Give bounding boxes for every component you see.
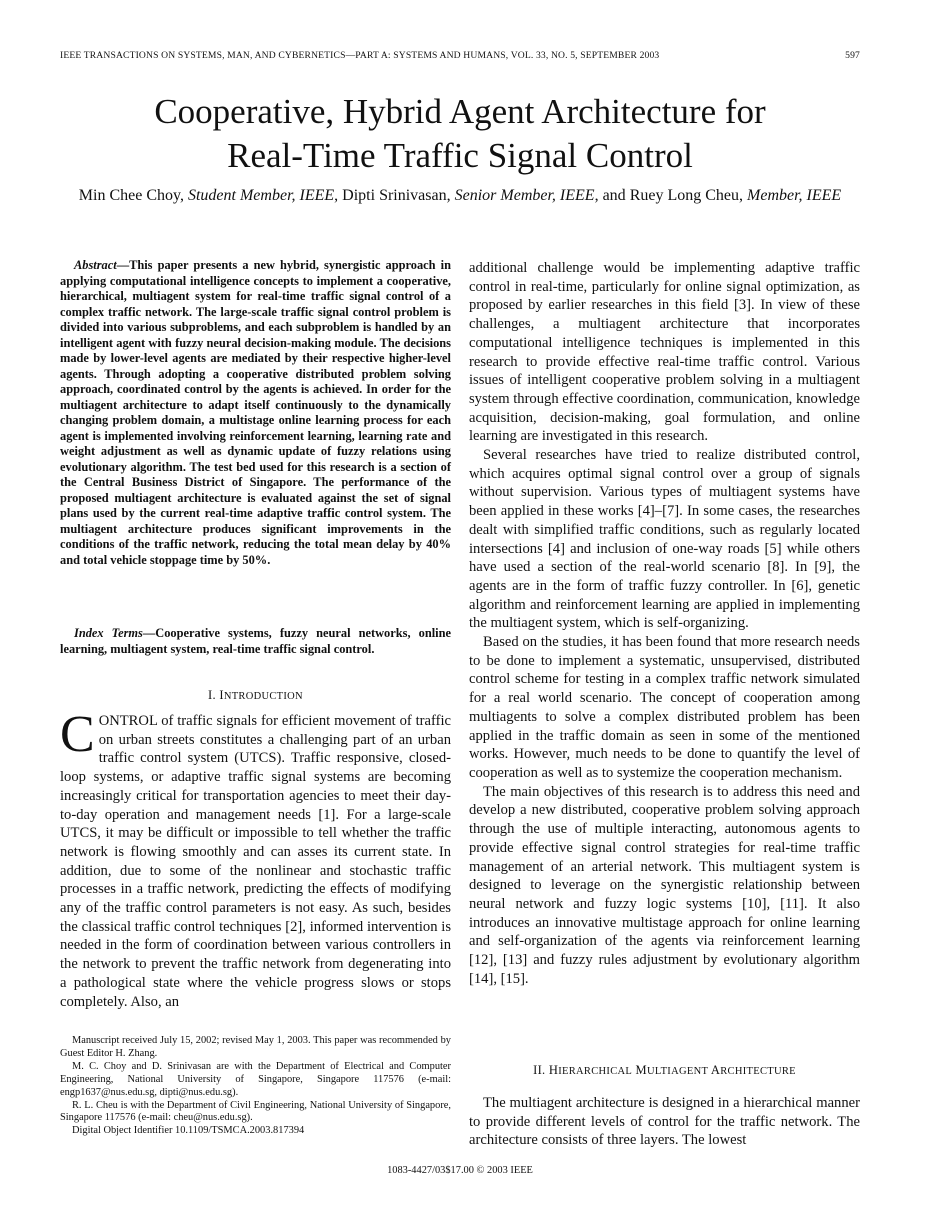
section-1-name: NTRODUCTION [223, 691, 303, 702]
author-2-role: Senior Member, IEEE [454, 187, 595, 204]
running-header [60, 50, 860, 66]
copyright-line: 1083-4427/03$17.00 © 2003 IEEE [387, 1165, 533, 1176]
architecture-body [469, 1094, 860, 1150]
index-terms [60, 626, 451, 657]
section-2-name-c: ULTIAGENT [646, 1066, 709, 1077]
architecture-paragraph-1: The multiagent architecture is designed in a hierarchical manner to provide different levels of control for the traffic network. The architecture consists of three layers. The lowest [469, 1095, 860, 1149]
author-and: and [602, 187, 626, 204]
abstract [60, 258, 451, 568]
title-line-2: Real-Time Traffic Signal Control [227, 136, 693, 175]
intro-paragraph-3: Based on the studies, it has been found that more research needs to be done to implement a systematic, unsupervised, distributed control scheme for testing in a complex traffic network simulated for a real world scenario. The concept of cooperation among multiagents to solve a complex distributed problem has been applied in the traffic domain as seen in some of the mentioned works. However, much needs to be done to quantify the level of cooperation as well as to systemize the cooperation mechanism. [469, 634, 860, 781]
author-1-role: Student Member, IEEE [187, 187, 335, 204]
paper-title [40, 90, 880, 178]
author-list: Min Chee Choy, Student Member, IEEE, Dipti Srinivasan, Senior Member, IEEE, and Ruey Long Cheu, Member, IEEE [78, 187, 842, 204]
intro-paragraph-4: The main objectives of this research is to address this need and develop a new distributed, cooperative problem solving approach through the use of multiple interacting, autonomous agents to provide effective signal control strategies for real-time traffic management of an arterial network. This multiagent system is designed to leverage on the synergistic relationship between neural network and fuzzy logic systems [10], [11]. It also introduces an innovative multistage approach for online learning and self-organization of the agents via reinforcement learning [12], [13] and fuzzy rules adjustment by evolutionary algorithm [14], [15]. [469, 783, 860, 987]
title-line-1: Cooperative, Hybrid Agent Architecture for [154, 92, 766, 131]
footnote-manuscript: Manuscript received July 15, 2002; revised May 1, 2003. This paper was recommended by Guest Editor H. Zhang. [60, 1035, 451, 1059]
intro-paragraph-1: ONTROL of traffic signals for efficient movement of traffic on urban streets constitutes a challenging part of an urban traffic control system (UTCS). Traffic responsive, closed-loop systems, or adaptive traffic signal systems are becoming increasingly critical for transportation agencies to meet their day-to-day operation and management needs [1]. For a large-scale UTCS, it may be difficult or impossible to tell whether the traffic network is flowing smoothly and can asses its current state. In addition, due to some of the nonlinear and stochastic traffic processes in a traffic network, predicting the effects of modifying any of the traffic control parameters is not easy. As such, besides the classical traffic control techniques [2], informed intervention is needed in the form of coordination between various controllers in the network to prevent the traffic network from degenerating into a pathological state where the vehicle progress slows or stops completely. Also, an [60, 713, 451, 1010]
footnote-doi: Digital Object Identifier 10.1109/TSMCA.2003.817394 [72, 1125, 305, 1137]
page-number: 597 [845, 50, 860, 61]
abstract-label: Abstract [74, 258, 117, 272]
introduction-body [60, 706, 451, 1011]
section-2-name-d: A [708, 1063, 721, 1077]
author-2: Dipti Srinivasan [342, 187, 447, 204]
author-1: Min Chee Choy [78, 187, 180, 204]
section-2-number: II. H [533, 1063, 559, 1077]
section-2-name-e: RCHITECTURE [720, 1066, 796, 1077]
section-2-name-a: IERARCHICAL [558, 1066, 633, 1077]
right-column-body [469, 259, 860, 988]
index-terms-label: Index Terms [74, 626, 143, 640]
footnotes [60, 1035, 451, 1138]
section-2-name-b: M [632, 1063, 647, 1077]
section-heading-introduction [60, 688, 451, 703]
section-heading-architecture [469, 1063, 860, 1078]
section-1-number: I. I [208, 688, 224, 702]
intro-paragraph-1-cont: additional challenge would be implementing adaptive traffic control in real-time, particularly for online signal optimization, as proposed by earlier researches in this field [3]. In view of these challenges, a multiagent architecture that incorporates computational intelligence techniques is implemented in this research to provide effective real-time traffic control. Various issues of intelligent cooperative problem solving in a multiagent system through effective coordination, communication, knowledge acquisition, decision-making, goal formulation, and online learning are investigated in this research. [469, 260, 860, 445]
author-3-role: Member, IEEE [747, 187, 842, 204]
journal-name: IEEE TRANSACTIONS ON SYSTEMS, MAN, AND CYBERNETICS—PART A: SYSTEMS AND HUMANS, VOL. 33, NO. 5, SEPTEMBER 2003 [60, 50, 660, 61]
drop-cap: C [60, 706, 95, 763]
abstract-text: —This paper presents a new hybrid, synergistic approach in applying computational intelligence concepts to implement a cooperative, hierarchical, multiagent system for real-time traffic signal control of a complex traffic network. The large-scale traffic signal control problem is divided into various subproblems, and each subproblem is handled by an intelligent agent with fuzzy neural decision-making module. The decisions made by lower-level agents are mediated by their respective higher-level agents. Through adopting a cooperative distributed problem solving approach, coordinated control by the agents is achieved. In order for the multiagent architecture to adapt itself continuously to the dynamically changing problem domain, a multistage online learning process for each agent is implemented involving reinforcement learning, learning rate and weight adjustment as well as dynamic update of fuzzy relations using evolutionary algorithm. The test bed used for this research is a section of the Central Business District of Singapore. The performance of the proposed multiagent architecture is evaluated against the set of signal plans used by the current real-time adaptive traffic control system. The multiagent architecture produces significant improvements in the conditions of the traffic network, reducing the total mean delay by 40% and total vehicle stoppage time by 50%. [60, 258, 451, 567]
footnote-affiliation-2: R. L. Cheu is with the Department of Civil Engineering, National University of Singapore, Singapore 117576 (e-mail: cheu@nus.edu.sg). [60, 1099, 451, 1124]
footnote-affiliation-1: M. C. Choy and D. Srinivasan are with the Department of Electrical and Computer Engineering, National University of Singapore, Singapore 117576 (e-mail: engp1637@nus.edu.sg, dipti@nus.edu.sg). [60, 1060, 451, 1098]
author-3: Ruey Long Cheu [629, 187, 740, 204]
index-terms-text: —Cooperative systems, fuzzy neural networks, online learning, multiagent system, real-time traffic signal control. [60, 626, 451, 656]
intro-paragraph-2: Several researches have tried to realize distributed control, which acquires optimal signal control over a group of signals without supervision. Various types of multiagent systems have been applied in these works [4]–[7]. In some cases, the researches dealt with simplified traffic conditions, such as regularly located intersections [4] and inclusion of one-way roads [5] while others have used a section of the real-world scenario [8]. In [9], the agents are in the form of traffic fuzzy controller. In [6], genetic algorithm and reinforcement learning are applied in implementing the multiagent system, which is self-organizing. [469, 447, 860, 632]
